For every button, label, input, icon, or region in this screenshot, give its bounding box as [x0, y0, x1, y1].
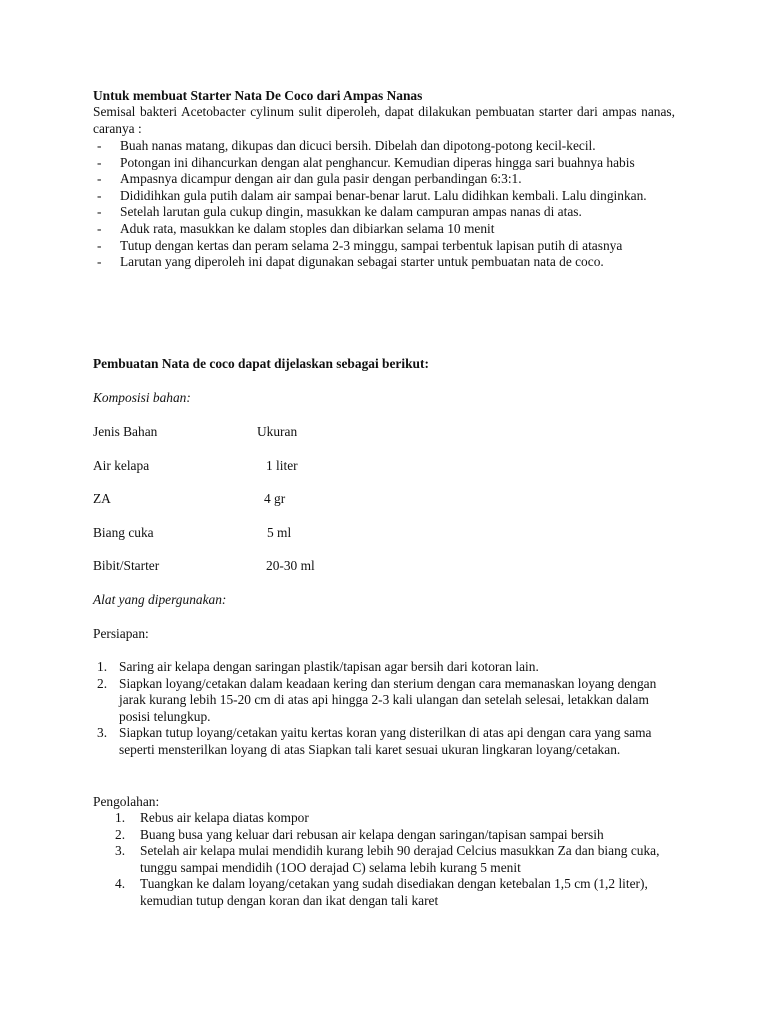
list-item: 2. Siapkan loyang/cetakan dalam keadaan kering dan sterium dengan cara memanaskan loyang dengan jarak kurang lebih 15-20 cm di atas api hingga 2-3 kali ulangan dan setelah selesai, letakkan dalam posisi telungkup. [97, 675, 657, 724]
list-item: 2. Buang busa yang keluar dari rebusan air kelapa dengan saringan/tapisan sampai bersih [115, 826, 604, 842]
list-item: - Larutan yang diperoleh ini dapat digunakan sebagai starter untuk pembuatan nata de coco. [97, 254, 604, 270]
ingredient-size: 4 gr [264, 491, 286, 506]
ingredient-size: 20-30 ml [266, 558, 315, 573]
list-item: 4. Tuangkan ke dalam loyang/cetakan yang sudah disediakan dengan ketebalan 1,5 cm (1,2 liter), kemudian tutup dengan koran dan ikat dengan tali karet [115, 876, 648, 908]
list-item: 3. Siapkan tutup loyang/cetakan yaitu kertas koran yang disterilkan di atas api dengan cara yang sama seperti mensterilkan loyang di atas Siapkan tali karet sesuai ukuran lingkaran loyang/cetakan. [97, 725, 652, 757]
processing-label: Pengolahan: [93, 794, 160, 809]
list-item: - Aduk rata, masukkan ke dalam stoples dan dibiarkan selama 10 menit [97, 220, 495, 236]
list-item: 1. Rebus air kelapa diatas kompor [115, 810, 309, 825]
list-item: 3. Setelah air kelapa mulai mendidih kurang lebih 90 derajad Celcius masukkan Za dan biang cuka, tunggu sampai mendidih (1OO derajad C) selama lebih kurang 5 menit [115, 843, 660, 875]
document-title: Untuk membuat Starter Nata De Coco dari Ampas Nanas [93, 88, 423, 103]
composition-label: Komposisi bahan: [93, 390, 191, 405]
list-item: - Potongan ini dihancurkan dengan alat penghancur. Kemudian diperas hingga sari buahnya habis [97, 154, 635, 170]
starter-steps-list [93, 138, 675, 271]
ingredient-name: Bibit/Starter [93, 558, 160, 573]
table-header-size: Ukuran [257, 424, 298, 439]
ingredient-name: Biang cuka [93, 525, 154, 540]
processing-steps-list [115, 810, 670, 910]
ingredient-size: 1 liter [266, 458, 298, 473]
ingredient-name: ZA [93, 491, 111, 506]
tools-label: Alat yang dipergunakan: [93, 592, 227, 607]
section-heading: Pembuatan Nata de coco dapat dijelaskan sebagai berikut: [93, 356, 429, 371]
ingredient-size: 5 ml [267, 525, 292, 540]
list-item: - Setelah larutan gula cukup dingin, masukkan ke dalam campuran ampas nanas di atas. [97, 204, 582, 220]
preparation-label: Persiapan: [93, 626, 149, 641]
list-item: - Buah nanas matang, dikupas dan dicuci bersih. Dibelah dan dipotong-potong kecil-kecil. [97, 138, 596, 153]
list-item: - Tutup dengan kertas dan peram selama 2-3 minggu, sampai terbentuk lapisan putih di atasnya [97, 237, 623, 253]
table-header-name: Jenis Bahan [93, 424, 158, 439]
list-item: - Ampasnya dicampur dengan air dan gula pasir dengan perbandingan 6:3:1. [97, 171, 522, 187]
list-item: - Dididihkan gula putih dalam air sampai benar-benar larut. Lalu didihkan kembali. Lalu dinginkan. [97, 187, 647, 203]
ingredient-name: Air kelapa [93, 458, 150, 473]
intro-paragraph: Semisal bakteri Acetobacter cylinum sulit diperoleh, dapat dilakukan pembuatan starter dari ampas nanas, caranya : [93, 104, 675, 136]
list-item: 1. Saring air kelapa dengan saringan plastik/tapisan agar bersih dari kotoran lain. [97, 659, 539, 674]
preparation-steps-list [97, 659, 675, 759]
